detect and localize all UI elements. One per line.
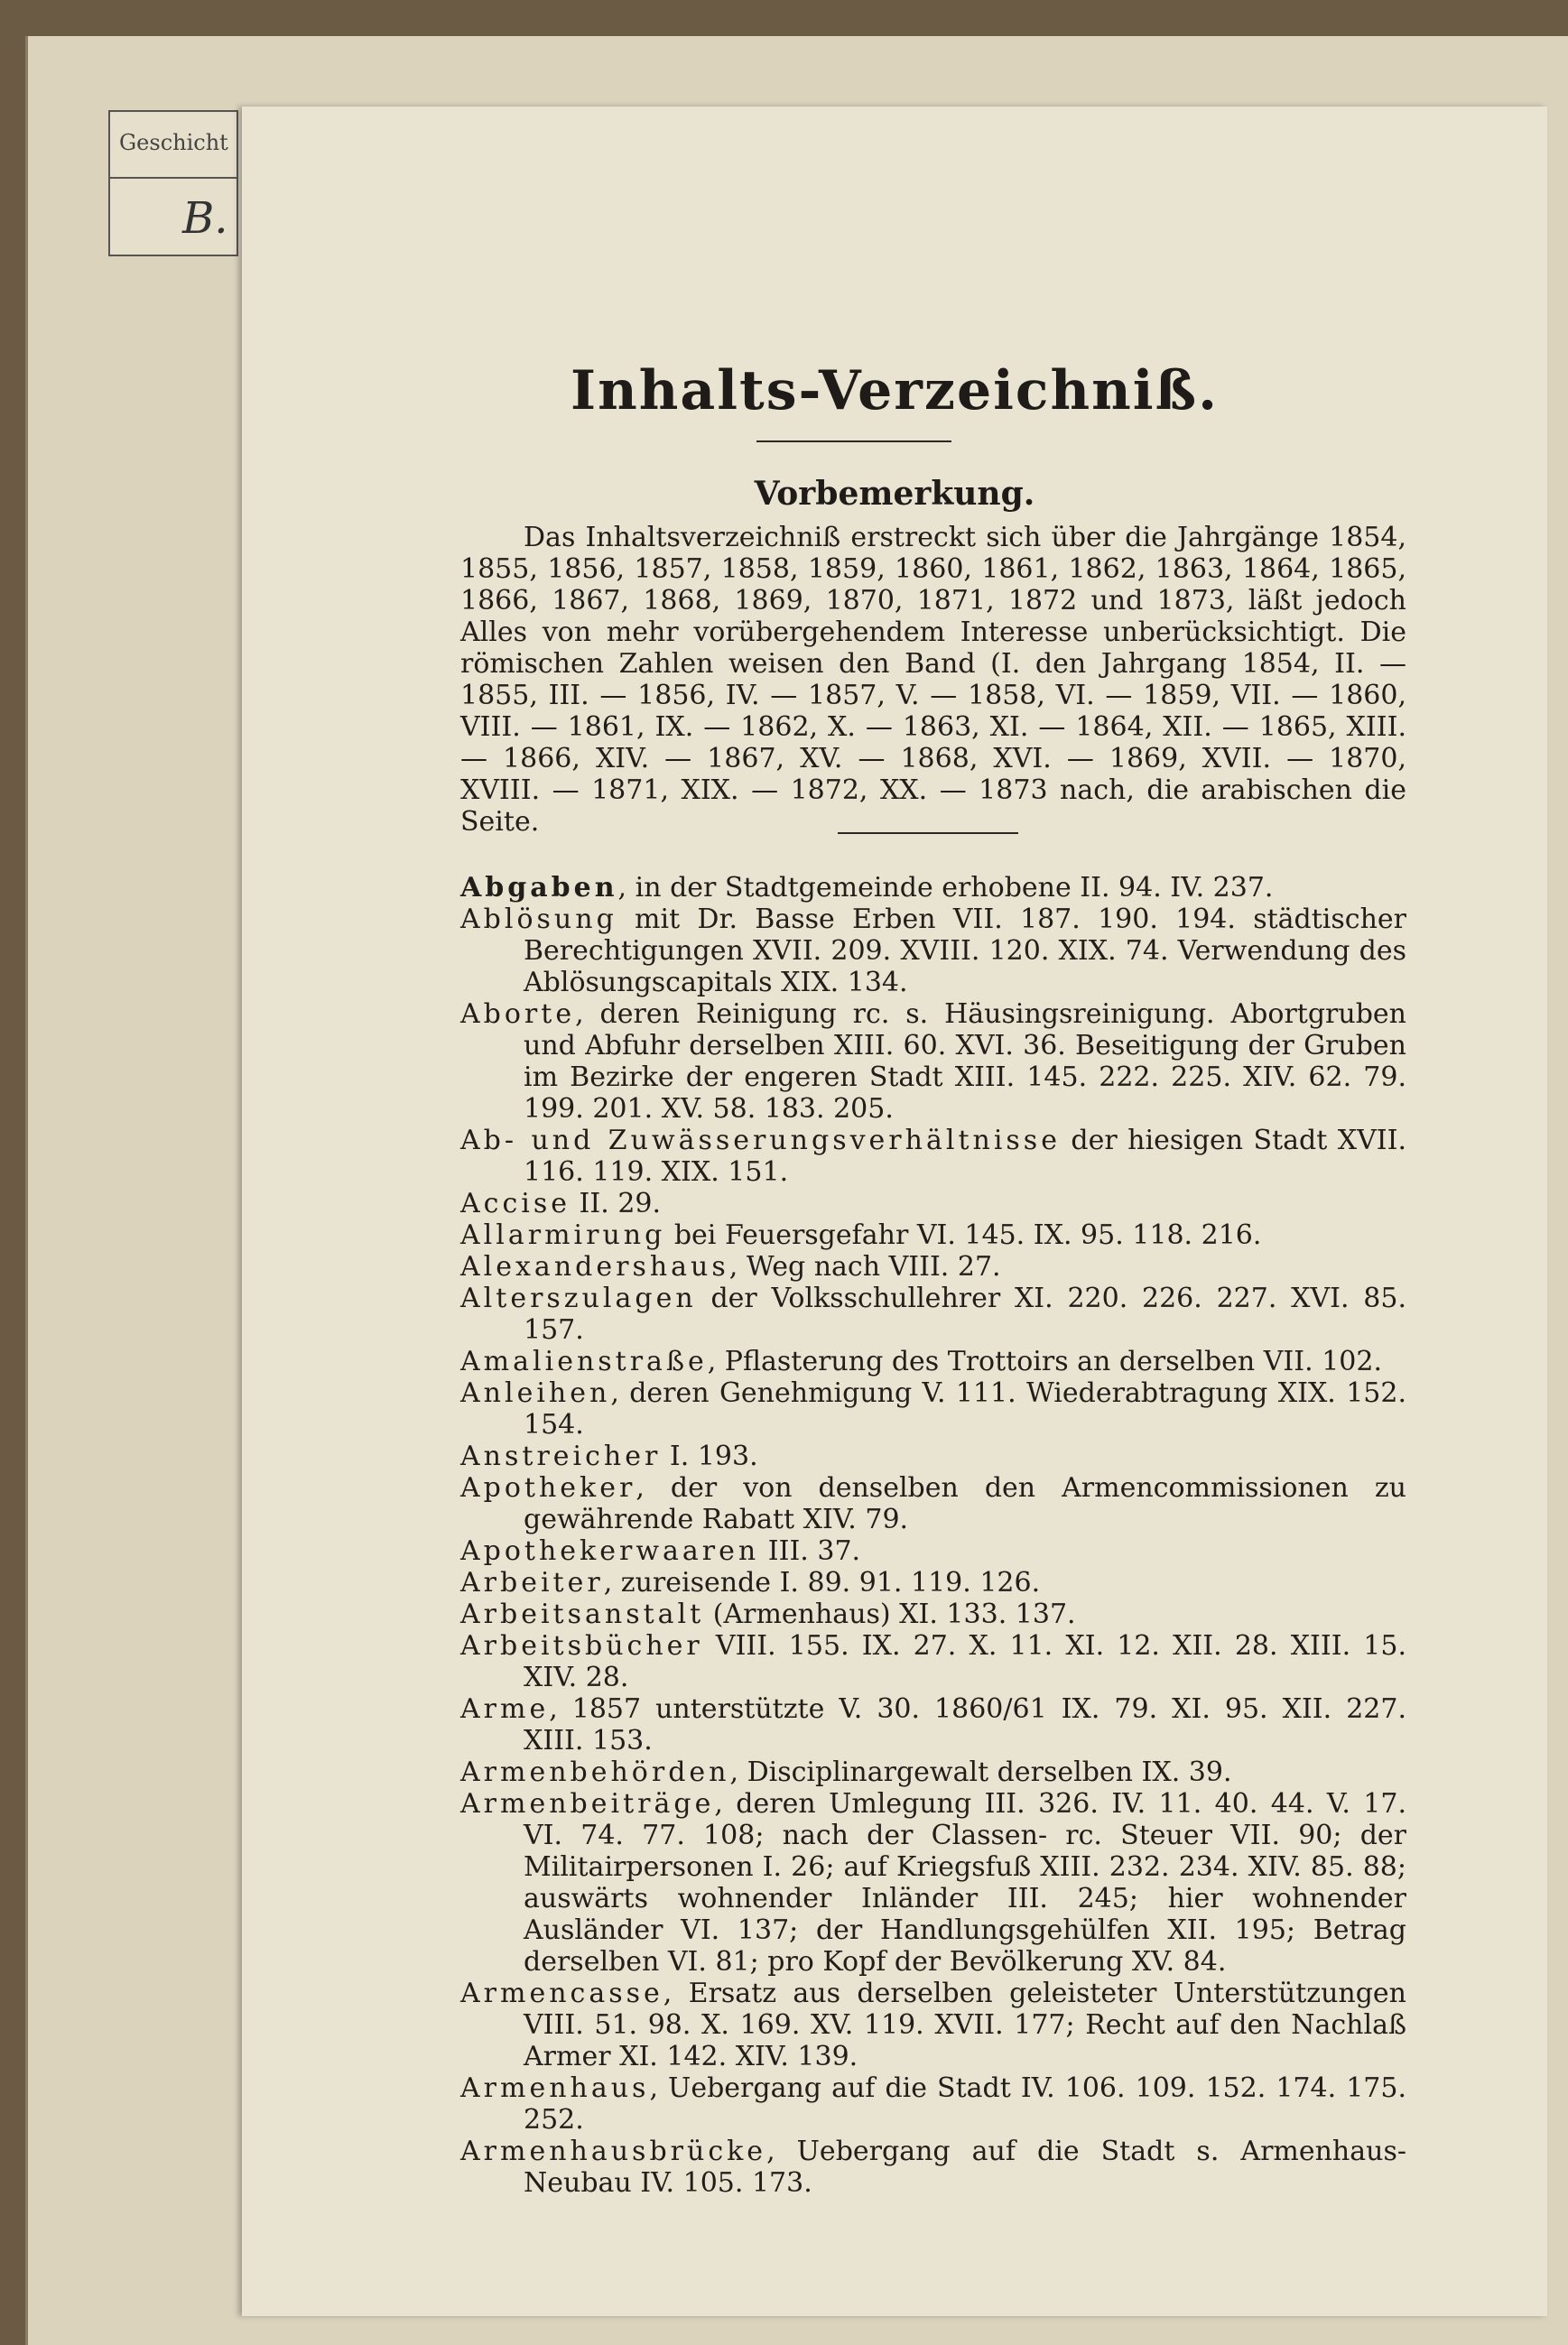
- index-entry: [460, 1251, 1406, 1283]
- entry-text: (Armenhaus) XI. 133. 137.: [704, 1599, 1076, 1630]
- index-entry: [460, 998, 1406, 1125]
- index-entry: [460, 1377, 1406, 1441]
- index-entry: [460, 2136, 1406, 2199]
- entry-headword: Armencasse: [460, 1978, 663, 2009]
- entry-text: , Disciplinargewalt derselben IX. 39.: [729, 1756, 1232, 1788]
- entry-headword: Abgaben: [460, 872, 618, 904]
- entry-headword: Aborte: [460, 998, 576, 1030]
- entry-text: , Pflasterung des Trottoirs an derselben VII. 102.: [707, 1346, 1382, 1377]
- entry-text: , Uebergang auf die Stadt s. Armenhaus-Neubau IV. 105. 173.: [524, 2136, 1406, 2199]
- index-entry: [460, 2072, 1406, 2136]
- index-entry: [460, 904, 1406, 998]
- page-title: Inhalts-Verzeichniß.: [571, 359, 1219, 422]
- index-entry: [460, 1346, 1406, 1377]
- index-entry: [460, 1756, 1406, 1788]
- intro-paragraph: Das Inhaltsverzeichniß erstreckt sich über die Jahrgänge 1854, 1855, 1856, 1857, 1858, 1859, 1860, 1861, 1862, 1863, 1864, 1865, 1866, 1867, 1868, 1869, 1870, 1871, 1872 und 1873, läßt jedoch Alles von mehr vorübergehendem Interesse unberücksichtigt. Die römischen Zahlen weisen den Band (I. den Jahrgang 1854, II. — 1855, III. — 1856, IV. — 1857, V. — 1858, VI. — 1859, VII. — 1860, VIII. — 1861, IX. — 1862, X. — 1863, XI. — 1864, XII. — 1865, XIII. — 1866, XIV. — 1867, XV. — 1868, XVI. — 1869, XVII. — 1870, XVIII. — 1871, XIX. — 1872, XX. — 1873 nach, die arabischen die Seite.: [460, 522, 1406, 838]
- entry-text: , deren Umlegung III. 326. IV. 11. 40. 44. V. 17. VI. 74. 77. 108; nach der Classen- rc. Steuer VII. 90; der Militairpersonen I. 26; auf Kriegsfuß XIII. 232. 234. XIV. 85. 88; auswärts wohnender Inländer III. 245; hier wohnender Ausländer VI. 137; der Handlungsgehülfen XII. 195; Betrag derselben VI. 81; pro Kopf der Bevölkerung XV. 84.: [524, 1788, 1406, 1978]
- index-entry: [460, 1535, 1406, 1567]
- document-page: [242, 107, 1547, 2316]
- entry-headword: Apothekerwaaren: [460, 1535, 760, 1567]
- label-divider: [110, 177, 237, 179]
- entry-headword: Amalienstraße: [460, 1346, 708, 1377]
- entry-headword: Anleihen: [460, 1377, 611, 1409]
- index-entry: [460, 1283, 1406, 1346]
- index-entry: [460, 872, 1406, 904]
- library-label: [108, 110, 238, 256]
- index-entry: [460, 1219, 1406, 1251]
- entry-text: , Uebergang auf die Stadt IV. 106. 109. 152. 174. 175. 252.: [524, 2072, 1406, 2136]
- entry-text: II. 29.: [571, 1188, 662, 1219]
- label-text: Geschicht: [119, 130, 228, 155]
- entry-text: , deren Reinigung rc. s. Häusingsreinigung. Abortgruben und Abfuhr derselben XIII. 60. XVI. 36. Beseitigung der Gruben im Bezirke der engeren Stadt XIII. 145. 222. 225. XIV. 62. 79. 199. 201. XV. 58. 183. 205.: [524, 998, 1406, 1125]
- index-entry: [460, 1978, 1406, 2072]
- entry-text: I. 193.: [661, 1441, 758, 1472]
- entry-text: , 1857 unterstützte V. 30. 1860/61 IX. 79. XI. 95. XII. 227. XIII. 153.: [524, 1693, 1406, 1756]
- entry-text: bei Feuersgefahr VI. 145. IX. 95. 118. 216.: [665, 1219, 1262, 1251]
- entry-text: der Volksschullehrer XI. 220. 226. 227. XVI. 85. 157.: [524, 1283, 1406, 1346]
- entry-headword: Allarmirung: [460, 1219, 666, 1251]
- entry-text: VIII. 155. IX. 27. X. 11. XI. 12. XII. 28. XIII. 15. XIV. 28.: [524, 1630, 1406, 1693]
- entry-text: , deren Genehmigung V. 111. Wiederabtragung XIX. 152. 154.: [524, 1377, 1406, 1441]
- entry-headword: Alterszulagen: [460, 1283, 697, 1314]
- entry-headword: Arbeitsbücher: [460, 1630, 703, 1662]
- index-entry: [460, 1693, 1406, 1756]
- index-entry: [460, 1472, 1406, 1535]
- index-entries: [460, 872, 1406, 2199]
- entry-headword: Accise: [460, 1188, 571, 1219]
- entry-headword: Armenbehörden: [460, 1756, 730, 1788]
- index-entry: [460, 1599, 1406, 1630]
- entry-headword: Arme: [460, 1693, 550, 1725]
- entry-headword: Ab- und Zuwässerungsverhältnisse: [460, 1125, 1061, 1156]
- index-entry: [460, 1125, 1406, 1188]
- index-entry: [460, 1630, 1406, 1693]
- entry-headword: Armenhausbrücke: [460, 2136, 767, 2167]
- entry-headword: Armenhaus: [460, 2072, 650, 2104]
- index-entry: [460, 1788, 1406, 1978]
- entry-text: mit Dr. Basse Erben VII. 187. 190. 194. städtischer Berechtigungen XVII. 209. XVIII. 120. XIX. 74. Verwendung des Ablösungscapitals XIX. 134.: [524, 904, 1406, 998]
- index-entry: [460, 1441, 1406, 1472]
- entry-text: der hiesigen Stadt XVII. 116. 119. XIX. 151.: [524, 1125, 1406, 1188]
- section-heading: Vorbemerkung.: [754, 475, 1035, 513]
- entry-text: , der von denselben den Armencommissionen zu gewährende Rabatt XIV. 79.: [524, 1472, 1406, 1535]
- index-entry: [460, 1188, 1406, 1219]
- entry-text: , Weg nach VIII. 27.: [728, 1251, 1001, 1283]
- section-divider: [838, 832, 1018, 834]
- entry-headword: Alexandershaus: [460, 1251, 729, 1283]
- entry-headword: Arbeitsanstalt: [460, 1599, 705, 1630]
- entry-headword: Ablösung: [460, 904, 617, 935]
- entry-headword: Arbeiter: [460, 1567, 604, 1599]
- entry-headword: Apotheker: [460, 1472, 636, 1504]
- entry-text: III. 37.: [759, 1535, 861, 1567]
- entry-text: , in der Stadtgemeinde erhobene II. 94. IV. 237.: [617, 872, 1274, 904]
- title-divider: [756, 440, 951, 442]
- entry-text: , Ersatz aus derselben geleisteter Unterstützungen VIII. 51. 98. X. 169. XV. 119. XVII. 177; Recht auf den Nachlaß Armer XI. 142. XIV. 139.: [524, 1978, 1406, 2072]
- entry-headword: Anstreicher: [460, 1441, 662, 1472]
- index-entry: [460, 1567, 1406, 1599]
- label-shelfmark: B.: [182, 193, 228, 244]
- entry-headword: Armenbeiträge: [460, 1788, 715, 1820]
- entry-text: , zureisende I. 89. 91. 119. 126.: [603, 1567, 1041, 1599]
